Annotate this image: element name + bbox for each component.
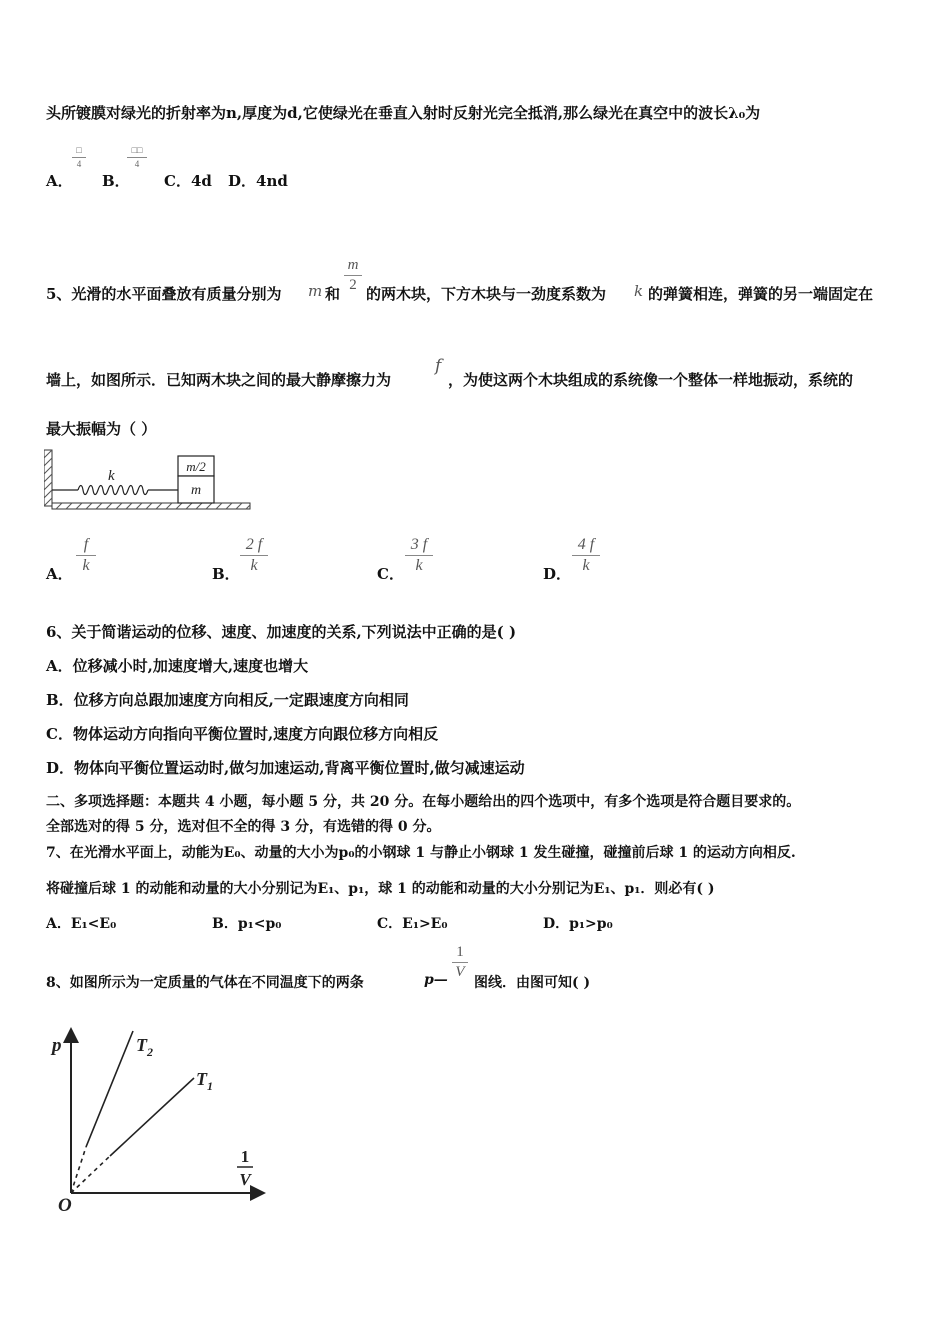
wall (44, 450, 52, 506)
section2-line1: 二、多项选择题：本题共 4 小题，每小题 5 分，共 20 分。在每小题给出的四个选项中，有多个选项是符合题目要求的。 (46, 794, 801, 810)
x-axis-label-num: 1 (240, 1147, 250, 1166)
q5-half-m-den: 2 (349, 277, 357, 293)
q5-half-m-num: m (347, 257, 359, 273)
spring-block-figure (44, 448, 254, 516)
q7-line1: 7、在光滑水平面上，动能为E₀、动量的大小为p₀的小钢球 1 与静止小钢球 1 发生碰撞，碰撞前后球 1 的运动方向相反. (46, 845, 796, 861)
q6-option-b: B．位移方向总跟加速度方向相反,一定跟速度方向相同 (46, 691, 409, 709)
q8-stem-part1: 8、如图所示为一定质量的气体在不同温度下的两条 (46, 975, 364, 991)
q5-line2-part2: ，为使这两个木块组成的系统像一个整体一样地振动，系统的 (448, 371, 854, 389)
q5-option-b-num: 2 f (245, 536, 263, 553)
q4-option-b-label: B． (102, 172, 130, 190)
q5-option-b-fraction (240, 537, 268, 574)
q6-option-a: A．位移减小时,加速度增大,速度也增大 (46, 657, 309, 675)
x-axis-label-den: V (239, 1170, 251, 1189)
q6-option-c: C．物体运动方向指向平衡位置时,速度方向跟位移方向相反 (46, 725, 439, 743)
q8-frac-num: 1 (456, 944, 464, 960)
section2-line2: 全部选对的得 5 分，选对但不全的得 3 分，有选错的得 0 分。 (46, 819, 441, 835)
q7-option-d: D．p₁>p₀ (543, 916, 613, 932)
q5-line2-part1: 墙上，如图所示．已知两木块之间的最大静摩擦力为 (46, 371, 392, 389)
q5-option-d-label: D． (543, 565, 572, 583)
q4-option-b-num: □□ (131, 145, 143, 155)
q5-option-a-label: A． (46, 565, 73, 583)
q4-option-a-fraction (72, 146, 86, 169)
q4-option-a-num: □ (76, 145, 82, 155)
q5-option-d-num: 4 f (577, 536, 595, 553)
q5-option-b-label: B． (212, 565, 240, 583)
q5-stem-part1: 5、光滑的水平面叠放有质量分别为 (46, 285, 282, 303)
t1-label: $T_1$ (196, 1069, 213, 1093)
p-v-graph (46, 1025, 266, 1220)
q7-option-b: B．p₁<p₀ (212, 916, 282, 932)
q4-option-b-den: 4 (134, 159, 140, 169)
q7-option-a: A．E₁<E₀ (46, 916, 117, 932)
q5-option-b-den: k (250, 557, 258, 574)
q5-option-c-fraction (405, 537, 433, 574)
q5-option-c-den: k (415, 557, 423, 574)
q8-stem-part2: 图线．由图可知( ) (474, 975, 591, 991)
q5-option-d-den: k (582, 557, 590, 574)
q5-m-var: m (308, 282, 323, 300)
q5-and-word: 和 (325, 285, 341, 303)
q5-option-c-label: C． (377, 565, 404, 583)
q4-stem: 头所镀膜对绿光的折射率为n,厚度为d,它使绿光在垂直入射时反射光完全抵消,那么绿光在真空中的波长λ₀为 (46, 104, 761, 122)
q8-p-dash: p— (424, 972, 448, 988)
q4-option-d: D．4nd (228, 172, 288, 190)
q4-option-a-label: A． (46, 172, 73, 190)
q5-option-d-fraction (572, 537, 600, 574)
bottom-block-label: m (190, 483, 202, 498)
q4-option-b-fraction (127, 146, 147, 169)
q8-one-over-v-fraction (452, 945, 468, 980)
origin-label: O (58, 1195, 72, 1216)
q7-option-c: C．E₁>E₀ (377, 916, 448, 932)
q5-stem-part3: 的弹簧相连，弹簧的另一端固定在 (648, 285, 874, 303)
q4-option-a-den: 4 (76, 159, 82, 169)
q5-option-a-num: f (83, 536, 89, 553)
q5-k-var: k (634, 282, 644, 300)
q5-line3: 最大振幅为（ ） (46, 420, 157, 438)
q7-line2: 将碰撞后球 1 的动能和动量的大小分别记为E₁、p₁，球 1 的动能和动量的大小分别记为E₁、p₁．则必有( ) (46, 881, 715, 897)
q5-f-var: f (435, 356, 442, 376)
q5-half-m-fraction (344, 258, 362, 293)
t2-label: $T_2$ (136, 1035, 153, 1059)
t1-line (110, 1078, 194, 1156)
q5-option-a-den: k (82, 557, 90, 574)
q5-option-c-num: 3 f (410, 536, 428, 553)
q5-option-a-fraction (76, 537, 96, 574)
q5-stem-part2: 的两木块，下方木块与一劲度系数为 (366, 285, 607, 303)
t2-line (86, 1031, 133, 1147)
q6-stem: 6、关于简谐运动的位移、速度、加速度的关系,下列说法中正确的是( ) (46, 623, 517, 641)
q8-frac-den: V (455, 964, 465, 980)
top-block-label: m/2 (186, 459, 206, 474)
spring (52, 486, 178, 495)
floor (52, 503, 250, 509)
y-axis-label: p (52, 1035, 62, 1056)
spring-k-label: k (108, 468, 115, 484)
q6-option-d: D．物体向平衡位置运动时,做匀加速运动,背离平衡位置时,做匀减速运动 (46, 759, 525, 777)
q4-option-c: C．4d (164, 172, 212, 190)
